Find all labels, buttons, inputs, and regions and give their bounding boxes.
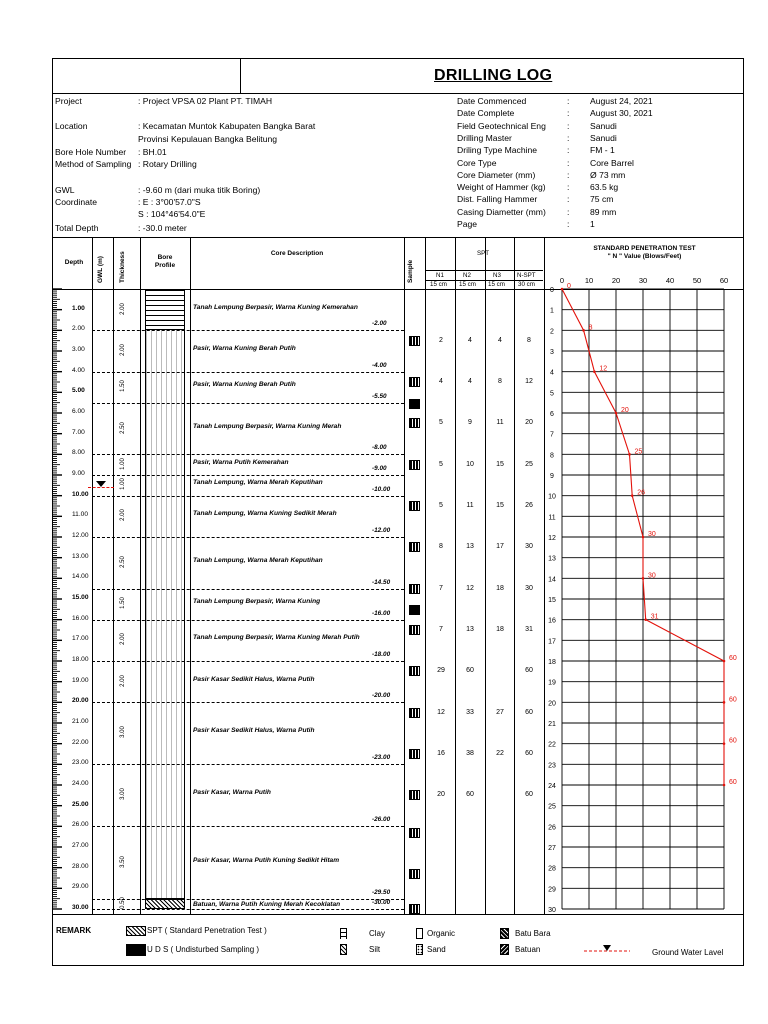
spt-value: 29 [437, 667, 445, 675]
chart-y-tick: 18 [548, 659, 556, 666]
header-thickness: Thickness [119, 251, 126, 283]
chart-y-tick: 7 [550, 431, 554, 439]
spt-point-label: 60 [729, 655, 737, 662]
depth-label: 26.00 [72, 821, 89, 829]
spt-point-label: 25 [634, 448, 643, 456]
info-label: Date Commenced [457, 96, 527, 106]
spt-point-label: 12 [599, 365, 608, 373]
remark-sand: Sand [427, 945, 446, 954]
spt-value: 18 [496, 584, 504, 592]
spt-value: 2 [439, 336, 443, 344]
spt-value: 17 [496, 543, 504, 551]
depth-label: 6.00 [72, 408, 85, 415]
spt-point-label: 26 [637, 489, 645, 497]
layer-description: Tanah Lempung Berpasir, Warna Kuning Merah [193, 422, 342, 430]
depth-label: 5.00 [72, 387, 85, 395]
spt-value: 8 [527, 336, 531, 344]
spt-value: 7 [439, 626, 443, 633]
header-n3: N3 [493, 272, 501, 279]
info-colon: : [567, 182, 570, 193]
info-colon: : [567, 219, 570, 229]
info-colon: : [567, 96, 570, 106]
info-label: Dist. Falling Hammer [457, 194, 538, 205]
layer-description: Tanah Lempung Berpasir, Warna Kuning [193, 598, 321, 606]
chart-x-tick: 20 [611, 276, 621, 285]
spt-point [615, 412, 618, 415]
info-label: Project [55, 96, 82, 106]
chart-x-tick: 0 [559, 276, 565, 285]
depth-label: 15.00 [72, 594, 89, 601]
batubara-icon [500, 928, 509, 939]
chart-y-tick: 19 [548, 679, 556, 687]
info-label: Bore Hole Number [55, 147, 127, 157]
spt-point [644, 618, 647, 621]
chart-y-tick: 26 [548, 824, 556, 832]
layer-thickness: 2.00 [120, 674, 126, 687]
chart-y-tick: 17 [548, 638, 556, 646]
depth-label: 12.00 [72, 532, 89, 539]
layer-elevation: -8.00 [372, 444, 387, 452]
depth-label: 11.00 [72, 511, 89, 519]
spt-value: 11 [466, 502, 474, 509]
depth-label: 2.00 [72, 325, 85, 333]
info-label: Weight of Hammer (kg) [457, 182, 546, 193]
chart-y-tick: 27 [548, 845, 556, 852]
spt-value: 7 [439, 584, 443, 592]
page-title: DRILLING LOG [434, 67, 553, 84]
spt-value: 15 [496, 502, 504, 509]
layer-elevation: -2.00 [372, 320, 387, 328]
spt-value: 33 [466, 708, 474, 716]
info-value: : Rotary Drilling [138, 159, 197, 169]
info-colon: : [567, 120, 570, 131]
silt-icon [340, 944, 347, 955]
spt-point [723, 701, 726, 704]
layer-description: Pasir, Warna Putih Kemerahan [193, 458, 289, 466]
chart-y-tick: 0 [550, 287, 554, 294]
depth-label: 21.00 [72, 718, 89, 725]
spt-point-label: 20 [621, 407, 629, 414]
depth-label: 23.00 [72, 759, 89, 767]
spt-value: 12 [525, 378, 533, 385]
spt-value: 25 [525, 460, 533, 468]
spt-point [723, 660, 726, 663]
info-value: Core Barrel [590, 157, 634, 168]
info-value: : Project VPSA 02 Plant PT. TIMAH [138, 96, 273, 106]
info-value: : E : 3°00'57.0"S [138, 197, 201, 207]
info-colon: : [567, 132, 570, 143]
chart-y-tick: 12 [548, 535, 556, 542]
chart-y-tick: 25 [548, 803, 556, 811]
chart-title-2: " N " Value (Blows/Feet) [607, 253, 682, 261]
header-c2: 15 cm [459, 281, 476, 288]
spt-value: 20 [437, 791, 445, 799]
layer-thickness: 1.50 [120, 597, 126, 609]
layer-thickness: 2.00 [120, 509, 126, 522]
chart-y-tick: 11 [548, 514, 556, 522]
header-bore-2: Profile [154, 262, 176, 270]
info-colon: : [567, 157, 570, 168]
depth-label: 30.00 [72, 904, 89, 911]
spt-value: 60 [525, 667, 533, 675]
layer-thickness: 1.00 [120, 457, 126, 470]
layer-elevation: -4.00 [372, 361, 387, 369]
spt-value: 12 [466, 584, 474, 592]
layer-elevation: -12.00 [372, 527, 391, 534]
spt-value: 10 [466, 460, 474, 468]
chart-y-tick: 2 [550, 328, 554, 336]
header-sample: Sample [407, 259, 414, 283]
spt-point-label: 31 [650, 613, 659, 621]
layer-elevation: -26.00 [372, 816, 391, 824]
depth-label: 8.00 [72, 449, 85, 457]
layer-description: Tanah Lempung, Warna Merah Keputihan [193, 556, 323, 564]
header-nspt: N-SPT [517, 272, 536, 279]
info-label: Total Depth [55, 223, 99, 233]
chart-y-tick: 16 [548, 617, 556, 625]
info-value: Ø 73 mm [590, 169, 626, 180]
layer-thickness: 3.00 [120, 788, 126, 801]
chart-y-tick: 1 [550, 307, 554, 315]
depth-label: 16.00 [72, 614, 89, 622]
remark-organic: Organic [427, 929, 456, 938]
remark-batubara: Batu Bara [515, 929, 551, 938]
layer-thickness: 3.00 [120, 726, 126, 739]
info-colon: : [567, 169, 570, 180]
depth-label: 3.00 [72, 346, 85, 353]
spt-point-label: 60 [729, 779, 737, 786]
chart-y-tick: 30 [548, 907, 556, 914]
layer-elevation: -18.00 [372, 651, 391, 658]
spt-point-label: 0 [567, 283, 571, 290]
spt-point [582, 329, 585, 332]
depth-label: 25.00 [72, 800, 89, 808]
layer-description: Pasir Kasar, Warna Putih Kuning Sedikit Hitam [193, 856, 340, 864]
chart-x-tick: 50 [692, 276, 702, 285]
layer-description: Pasir Kasar, Warna Putih [193, 789, 271, 797]
info-value: August 24, 2021 [590, 96, 653, 106]
depth-label: 10.00 [72, 490, 89, 498]
batuan-icon [500, 944, 509, 955]
spt-point-label: 60 [729, 737, 737, 745]
spt-value: 31 [525, 626, 533, 633]
layer-description: Pasir Kasar Sedikit Halus, Warna Putih [193, 675, 315, 683]
remark-spt: SPT ( Standard Penetration Test ) [147, 926, 267, 935]
layer-elevation: -23.00 [372, 754, 391, 762]
info-label: Location [55, 121, 88, 131]
chart-y-tick: 15 [548, 597, 556, 604]
info-value: 89 mm [590, 206, 617, 217]
spt-point [723, 784, 726, 787]
depth-label: 28.00 [72, 862, 89, 870]
remark-gwl: Ground Water Lavel [652, 948, 724, 957]
spt-point-label: 60 [729, 696, 737, 704]
remark-label: REMARK [56, 926, 92, 935]
depth-label: 18.00 [72, 656, 89, 663]
info-label: Core Type [457, 157, 497, 168]
chart-y-tick: 13 [548, 555, 556, 563]
info-value: : -9.60 m (dari muka titik Boring) [138, 185, 261, 195]
spt-value: 18 [496, 626, 504, 633]
layer-elevation: -9.00 [372, 465, 387, 472]
spt-value: 12 [437, 708, 445, 716]
depth-label: 22.00 [72, 738, 89, 746]
spt-value: 9 [468, 419, 472, 427]
chart-y-tick: 4 [550, 369, 554, 377]
layer-thickness: 1.00 [120, 478, 126, 491]
spt-point [642, 577, 645, 580]
header-core: Core Description [270, 250, 324, 257]
info-label: Driling Type Machine [457, 145, 538, 156]
spt-value: 38 [466, 750, 474, 757]
spt-point [561, 288, 564, 291]
header-bore-1: Bore [157, 254, 173, 261]
info-value: : -30.0 meter [138, 223, 187, 233]
layer-elevation: -14.50 [372, 578, 391, 586]
info-value: August 30, 2021 [590, 108, 653, 119]
chart-y-tick: 21 [548, 721, 556, 728]
info-value: S : 104°46'54.0"E [138, 209, 206, 219]
layer-thickness: 0.50 [120, 896, 126, 909]
info-label: Method of Sampling [55, 159, 132, 169]
info-label: Field Geotechnical Eng [457, 120, 546, 131]
header-c4: 30 cm [518, 281, 535, 288]
chart-y-tick: 20 [548, 700, 556, 708]
spt-value: 30 [525, 584, 533, 592]
spt-value: 27 [496, 708, 504, 716]
info-value: Sanudi [590, 132, 617, 143]
depth-label: 7.00 [72, 428, 85, 436]
layer-elevation: -30.00 [372, 899, 391, 906]
chart-y-tick: 9 [550, 473, 554, 480]
spt-value: 8 [439, 543, 443, 551]
spt-value: 22 [496, 750, 504, 757]
chart-y-tick: 22 [548, 741, 556, 749]
layer-description: Tanah Lempung, Warna Merah Keputihan [193, 479, 323, 487]
info-label: Core Diameter (mm) [457, 169, 536, 180]
chart-y-tick: 3 [550, 349, 554, 356]
spt-value: 4 [439, 378, 443, 385]
spt-value: 11 [496, 419, 504, 427]
chart-y-tick: 24 [548, 783, 556, 790]
depth-label: 13.00 [72, 552, 89, 560]
info-value: : BH.01 [138, 147, 167, 157]
info-colon: : [567, 145, 570, 156]
chart-y-tick: 29 [548, 886, 556, 894]
spt-value: 4 [468, 378, 472, 385]
layer-thickness: 2.00 [120, 302, 126, 315]
chart-y-tick: 8 [550, 452, 554, 460]
gwl-legend-icon [582, 940, 632, 960]
depth-label: 17.00 [72, 635, 89, 643]
spt-value: 26 [525, 502, 533, 509]
depth-label: 20.00 [72, 697, 89, 705]
header-c1: 15 cm [430, 281, 447, 288]
spt-value: 30 [525, 543, 533, 551]
spt-value: 13 [466, 626, 474, 633]
chart-y-tick: 28 [548, 865, 556, 873]
layer-thickness: 2.00 [120, 344, 126, 356]
depth-label: 29.00 [72, 883, 89, 891]
info-value: Provinsi Kepulauan Bangka Belitung [138, 134, 278, 144]
remark-clay: Clay [369, 929, 386, 938]
layer-elevation: -16.00 [372, 609, 391, 617]
info-value: FM - 1 [590, 145, 615, 156]
chart-x-tick: 40 [665, 276, 675, 285]
depth-label: 27.00 [72, 842, 89, 849]
chart-y-tick: 23 [548, 762, 556, 770]
info-value: 1 [590, 219, 595, 229]
depth-label: 14.00 [72, 573, 89, 581]
info-label: GWL [55, 185, 75, 195]
spt-value: 60 [525, 708, 533, 716]
spt-value: 60 [525, 750, 533, 757]
layer-description: Tanah Lempung Berpasir, Warna Kuning Merah Putih [193, 634, 360, 642]
header-n1: N1 [436, 272, 444, 279]
sand-icon [416, 944, 423, 955]
spt-value: 13 [466, 543, 474, 551]
info-label: Coordinate [55, 197, 98, 207]
spt-value: 5 [439, 502, 443, 509]
header-depth: Depth [64, 259, 84, 266]
layer-thickness: 2.50 [120, 421, 126, 434]
header-c3: 15 cm [488, 281, 505, 288]
header-gwl: GWL (m) [97, 256, 104, 283]
layer-description: Pasir, Warna Kuning Berah Putih [193, 381, 296, 389]
spt-point [631, 494, 634, 497]
spt-value: 15 [496, 460, 504, 468]
organic-icon [416, 928, 423, 939]
depth-label: 9.00 [72, 470, 85, 477]
spt-point [642, 536, 645, 539]
layer-thickness: 2.00 [120, 633, 126, 646]
info-value: 75 cm [590, 194, 614, 205]
depth-label: 19.00 [72, 676, 89, 684]
remark-batuan: Batuan [515, 945, 541, 954]
chart-x-tick: 60 [719, 276, 729, 285]
info-value: Sanudi [590, 120, 617, 131]
layer-description: Tanah Lempung, Warna Kuning Sedikit Merah [193, 510, 337, 518]
spt-point-label: 8 [588, 324, 593, 332]
chart-y-tick: 6 [550, 411, 554, 418]
info-label: Page [457, 219, 478, 229]
chart-x-tick: 10 [584, 276, 594, 285]
spt-point [593, 370, 596, 373]
layer-thickness: 1.50 [120, 380, 126, 392]
spt-point-label: 30 [648, 572, 656, 580]
spt-point [723, 742, 726, 745]
chart-title-1: STANDARD PENETRATION TEST [593, 245, 696, 252]
spt-value: 20 [525, 419, 533, 427]
spt-value: 5 [439, 460, 443, 468]
info-colon: : [567, 108, 570, 119]
spt-value: 4 [498, 336, 502, 344]
info-value: 63.5 kg [590, 182, 619, 193]
remark-uds: U D S ( Undisturbed Sampling ) [147, 945, 260, 954]
spt-point-label: 30 [648, 531, 656, 538]
layer-description: Tanah Lempung Berpasir, Warna Kuning Kemerahan [193, 303, 358, 311]
spt-point [628, 453, 631, 456]
layer-description: Batuan, Warna Putih Kuning Merah Kecoklatan [193, 900, 341, 908]
chart-y-tick: 5 [550, 390, 554, 398]
info-label: Date Complete [457, 108, 515, 119]
chart-y-tick: 10 [548, 493, 556, 501]
layer-elevation: -10.00 [372, 485, 391, 493]
chart-y-tick: 14 [548, 576, 556, 584]
remark-silt: Silt [369, 945, 381, 954]
info-label: Drilling Master [457, 132, 512, 143]
info-colon: : [567, 206, 570, 217]
clay-icon [340, 928, 347, 939]
spt-value: 4 [468, 336, 472, 344]
layer-thickness: 3.50 [120, 855, 126, 868]
depth-label: 24.00 [72, 780, 89, 787]
layer-description: Pasir, Warna Kuning Berah Putih [193, 345, 296, 352]
chart-x-tick: 30 [638, 276, 648, 285]
depth-label: 1.00 [72, 304, 85, 312]
spt-value: 60 [525, 791, 533, 799]
layer-elevation: -5.50 [372, 392, 387, 400]
layer-elevation: -29.50 [372, 888, 391, 896]
layer-thickness: 2.50 [120, 555, 126, 568]
layer-description: Pasir Kasar Sedikit Halus, Warna Putih [193, 727, 315, 735]
spt-value: 60 [466, 791, 474, 799]
spt-value: 16 [437, 750, 445, 757]
info-colon: : [567, 194, 570, 205]
spt-value: 8 [498, 378, 502, 385]
spt-value: 60 [466, 667, 474, 675]
layer-elevation: -20.00 [372, 692, 391, 700]
header-spt: SPT [477, 250, 490, 257]
spt-legend-icon [126, 926, 146, 936]
spt-value: 5 [439, 419, 443, 427]
info-label: Casing Diametter (mm) [457, 206, 546, 217]
header-n2: N2 [463, 272, 471, 279]
depth-label: 4.00 [72, 366, 85, 374]
uds-legend-icon [126, 944, 146, 956]
info-value: : Kecamatan Muntok Kabupaten Bangka Barat [138, 121, 316, 131]
